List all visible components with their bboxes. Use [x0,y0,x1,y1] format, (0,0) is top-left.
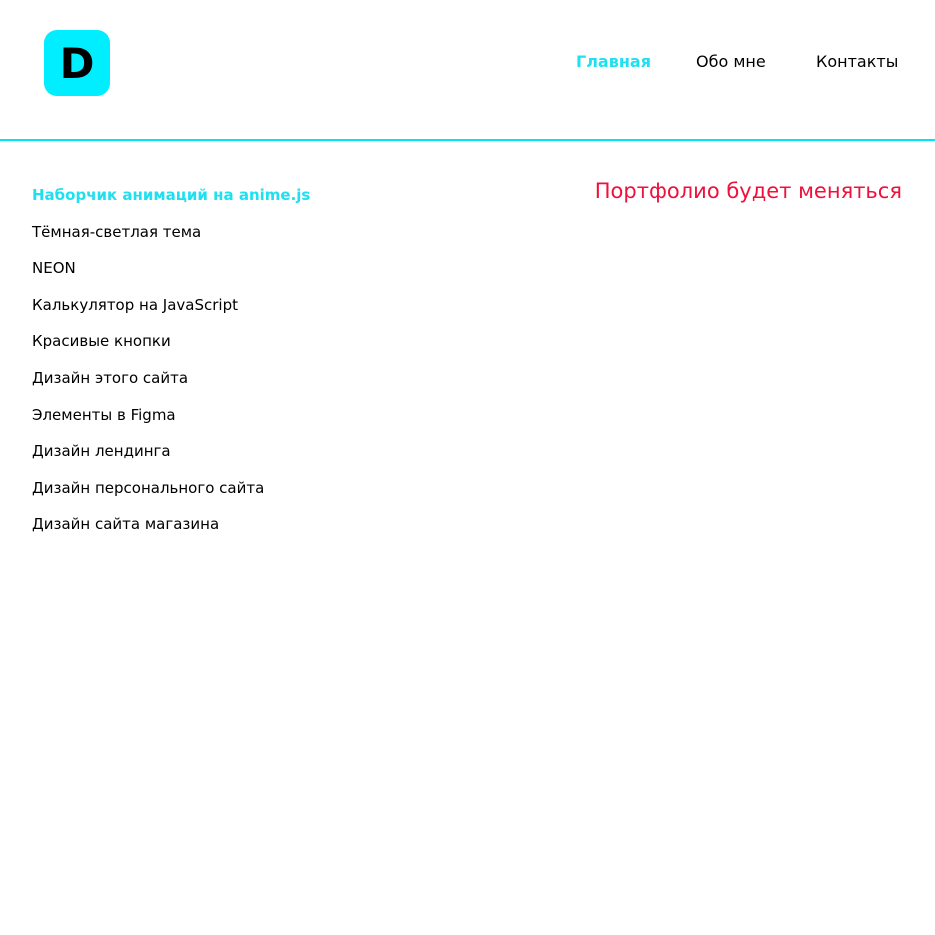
project-item-personal-site-design[interactable]: Дизайн персонального сайта [32,478,265,497]
project-item-landing-design[interactable]: Дизайн лендинга [32,442,171,461]
project-item-figma-elements[interactable]: Элементы в Figma [32,405,176,424]
project-item-site-design[interactable]: Дизайн этого сайта [32,368,189,387]
project-item-dark-light-theme[interactable]: Тёмная-светлая тема [32,222,202,241]
nav-link-home[interactable]: Главная [576,52,651,71]
site-header [0,0,935,141]
project-list [32,185,310,551]
main-content [0,141,935,933]
logo[interactable] [44,30,110,96]
portfolio-notice: Портфолио будет меняться [594,179,902,203]
project-item-calculator[interactable]: Калькулятор на JavaScript [32,295,238,314]
project-item-shop-site-design[interactable]: Дизайн сайта магазина [32,515,220,534]
nav-link-contacts[interactable]: Контакты [816,52,899,71]
project-item-buttons[interactable]: Красивые кнопки [32,332,171,351]
nav-link-about[interactable]: Обо мне [696,52,766,71]
logo-letter: D [59,38,95,88]
project-item-anime-js[interactable]: Наборчик анимаций на anime.js [32,186,311,204]
project-item-neon[interactable]: NEON [32,259,76,278]
